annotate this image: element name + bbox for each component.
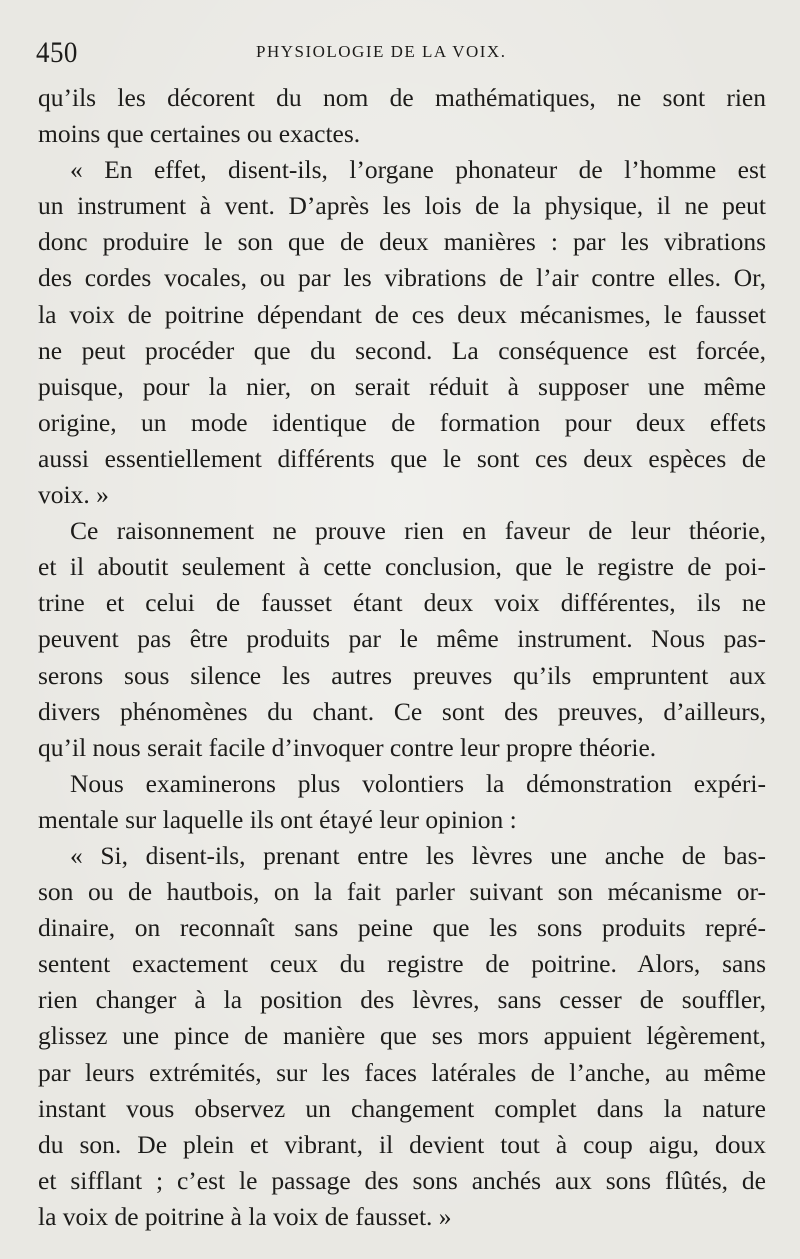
text-line: origine, un mode identique de formation pour deux effets xyxy=(38,407,766,437)
text-line: des cordes vocales, ou par les vibrations de l’air contre elles. Or, xyxy=(38,263,766,293)
text-line: rien changer à la position des lèvres, sans cesser de souffler, xyxy=(38,985,766,1015)
page-header xyxy=(36,36,760,72)
text-line: glissez une pince de manière que ses mors appuient légèrement, xyxy=(38,1021,766,1051)
running-title: PHYSIOLOGIE DE LA VOIX. xyxy=(256,42,507,61)
text-line: donc produire le son que de deux manières : par les vibrations xyxy=(38,227,766,257)
text-line: par leurs extrémités, sur les faces latérales de l’anche, au même xyxy=(38,1057,766,1087)
text-line: sentent exactement ceux du registre de poitrine. Alors, sans xyxy=(38,949,766,979)
text-line: aussi essentiellement différents que le sont ces deux espèces de xyxy=(38,443,766,473)
text-line: « Si, disent-ils, prenant entre les lèvres une anche de bas- xyxy=(70,840,766,870)
text-line: ne peut procéder que du second. La conséquence est forcée, xyxy=(38,335,766,365)
text-line: serons sous silence les autres preuves qu’ils empruntent aux xyxy=(38,660,766,690)
text-line: trine et celui de fausset étant deux voix différentes, ils ne xyxy=(38,588,766,618)
text-line: et sifflant ; c’est le passage des sons anchés aux sons flûtés, de xyxy=(38,1165,766,1195)
text-line: et il aboutit seulement à cette conclusion, que le registre de poi- xyxy=(38,552,766,582)
text-line: divers phénomènes du chant. Ce sont des preuves, d’ailleurs, xyxy=(38,696,766,726)
text-line: qu’ils les décorent du nom de mathématiques, ne sont rien xyxy=(38,83,766,112)
text-line: puisque, pour la nier, on serait réduit à supposer une même xyxy=(38,371,766,401)
text-line: dinaire, on reconnaît sans peine que les sons produits repré- xyxy=(38,913,766,943)
text-line: Ce raisonnement ne prouve rien en faveur de leur théorie, xyxy=(70,516,766,546)
text-line: moins que certaines ou exactes. xyxy=(38,119,361,149)
text-line: peuvent pas être produits par le même instrument. Nous pas- xyxy=(38,624,766,654)
text-line: du son. De plein et vibrant, il devient tout à coup aigu, doux xyxy=(38,1129,766,1159)
page-number: 450 xyxy=(36,36,78,69)
text-line: Nous examinerons plus volontiers la démonstration expéri- xyxy=(70,768,766,798)
text-line: instant vous observez un changement complet dans la nature xyxy=(38,1093,766,1123)
text-line: mentale sur laquelle ils ont étayé leur opinion : xyxy=(38,804,517,834)
text-line: voix. » xyxy=(38,480,109,510)
text-line: la voix de poitrine à la voix de fausset. » xyxy=(38,1201,452,1231)
text-line: un instrument à vent. D’après les lois de la physique, il ne peut xyxy=(38,191,766,221)
text-line: la voix de poitrine dépendant de ces deux mécanismes, le fausset xyxy=(38,299,766,329)
page-body-text xyxy=(38,80,766,1235)
text-line: son ou de hautbois, on la fait parler suivant son mécanisme or- xyxy=(38,877,766,907)
text-line: « En effet, disent-ils, l’organe phonateur de l’homme est xyxy=(70,155,766,185)
text-line: qu’il nous serait facile d’invoquer contre leur propre théorie. xyxy=(38,732,657,762)
